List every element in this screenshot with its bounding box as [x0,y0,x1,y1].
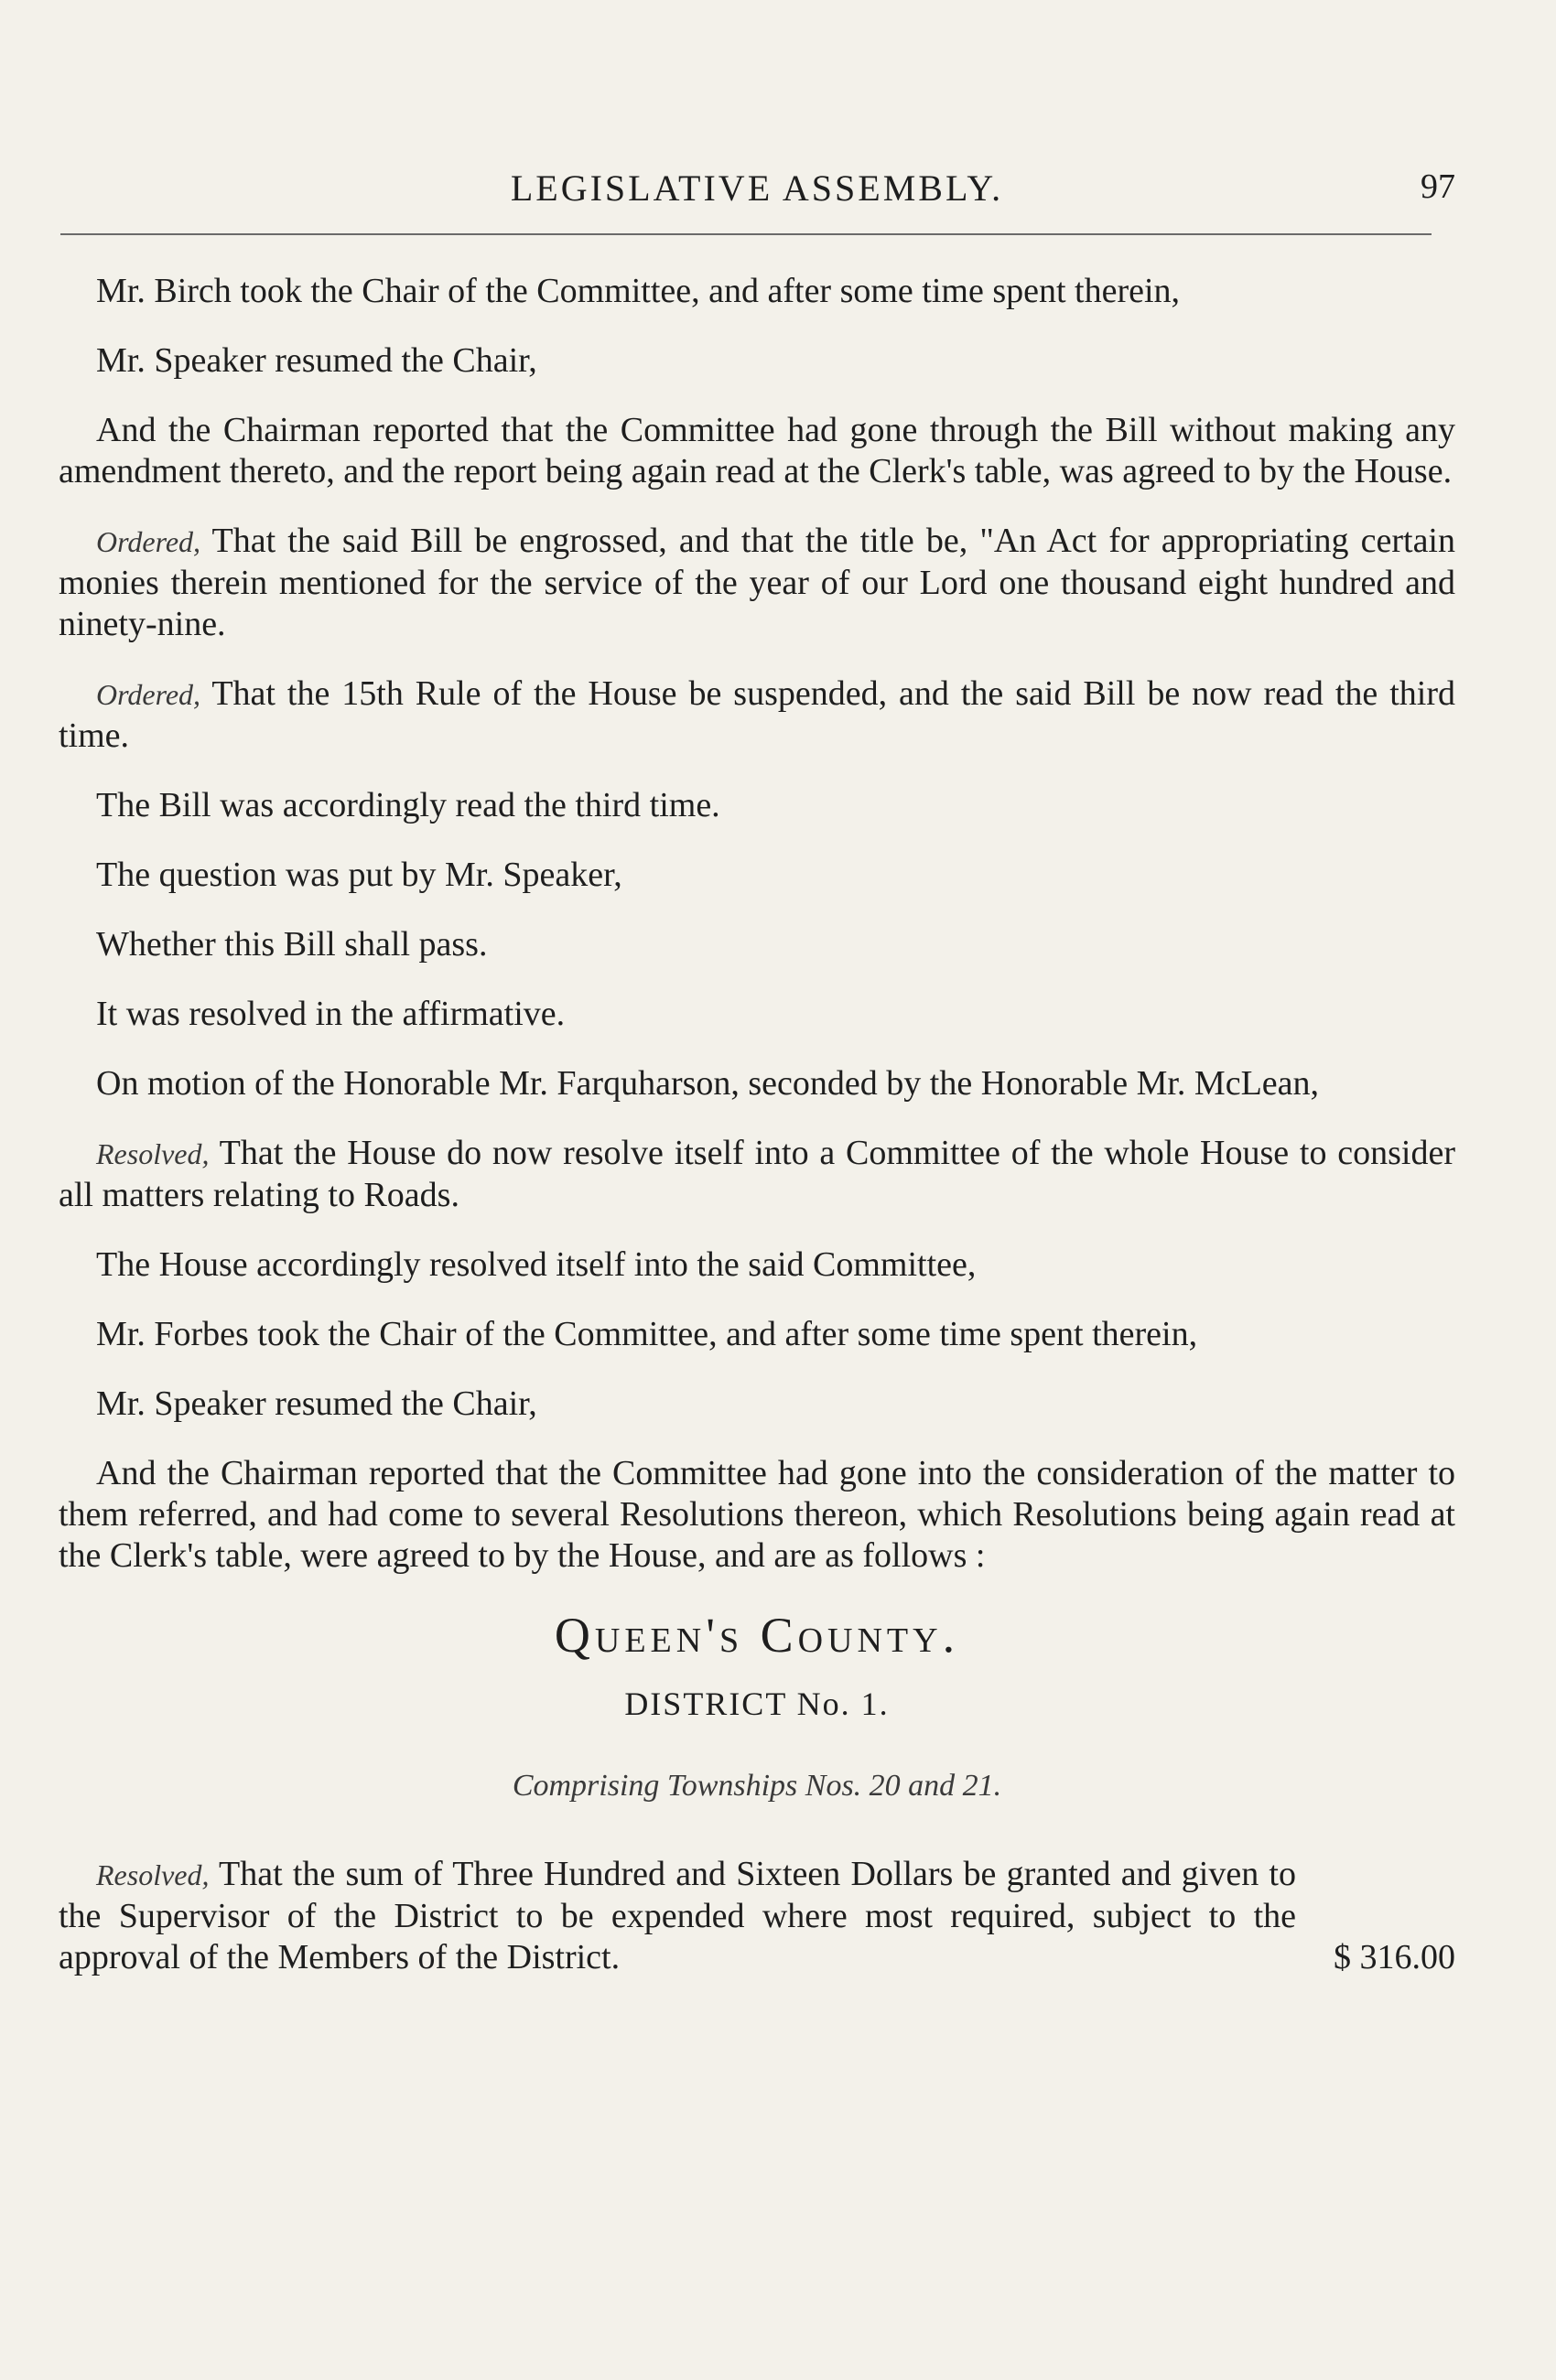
resolution-label: Resolved, [96,1858,210,1891]
paragraph [59,340,1455,382]
paragraph [59,1453,1455,1577]
county-heading: Queen's County. [554,1608,960,1663]
resolution-amount: $ 316.00 [1334,1938,1455,1976]
paragraph [59,521,1455,645]
resolution-text: That the sum of Three Hundred and Sixteen Dollars be granted and given to the Supervisor of the District to be expended where most required, subject to the approval of the Members of the District. [59,1855,1296,1976]
paragraph-label: Ordered, [96,678,201,711]
paragraph [59,1244,1455,1286]
paragraph-text: The House accordingly resolved itself into the said Committee, [96,1245,977,1284]
paragraph-text: Whether this Bill shall pass. [96,925,488,964]
paragraph [59,271,1455,312]
paragraph [59,410,1455,492]
paragraph-text: That the 15th Rule of the House be suspended, and the said Bill be now read the third time. [59,674,1455,755]
paragraph-text: It was resolved in the affirmative. [96,995,566,1033]
paragraph [59,855,1455,896]
paragraph [59,1133,1455,1216]
paragraph-text: Mr. Speaker resumed the Chair, [96,341,537,380]
paragraph [59,924,1455,965]
paragraph [59,785,1455,826]
paragraph-text: That the House do now resolve itself into a Committee of the whole House to consider all matters relating to Roads. [59,1134,1455,1214]
resolution-entry [59,1854,1455,1978]
paragraph [59,673,1455,757]
paragraph-text: Mr. Forbes took the Chair of the Committee, and after some time spent therein, [96,1315,1198,1353]
paragraph-text: On motion of the Honorable Mr. Farquharson, seconded by the Honorable Mr. McLean, [96,1064,1320,1103]
paragraph [59,1063,1455,1104]
paragraph [59,1384,1455,1425]
body-text [59,271,1455,2007]
page-number: 97 [1421,167,1455,206]
resolution-paragraph [59,1854,1296,1978]
paragraph-label: Resolved, [96,1137,210,1170]
paragraph-text: The question was put by Mr. Speaker, [96,856,622,894]
paragraph-label: Ordered, [96,525,201,558]
paragraph-text: And the Chairman reported that the Committee had gone through the Bill without making any amendment thereto, and the report being again read at the Clerk's table, was agreed to by the House. [59,411,1455,490]
paragraph-text: Mr. Birch took the Chair of the Committee, and after some time spent therein, [96,272,1181,310]
paragraph-text: That the said Bill be engrossed, and that the title be, "An Act for appropriating certain monies therein mentioned for the service of the year of our Lord one thousand eight hundred and ninety-nine. [59,522,1455,643]
running-title: LEGISLATIVE ASSEMBLY. [510,167,1004,209]
page-header [59,161,1455,207]
paragraph-text: And the Chairman reported that the Committee had gone into the consideration of the matter to them referred, and had come to several Resolutions thereon, which Resolutions being again read at the Clerk's table, were agreed to by the House, and are as follows : [59,1454,1455,1575]
paragraph-text: The Bill was accordingly read the third time. [96,786,720,824]
paragraph [59,994,1455,1035]
paragraph [59,1314,1455,1355]
header-rule [60,233,1432,235]
paragraph-text: Mr. Speaker resumed the Chair, [96,1384,537,1423]
district-subheading: Comprising Townships Nos. 20 and 21. [512,1769,1002,1803]
district-heading: DISTRICT No. 1. [624,1685,890,1722]
